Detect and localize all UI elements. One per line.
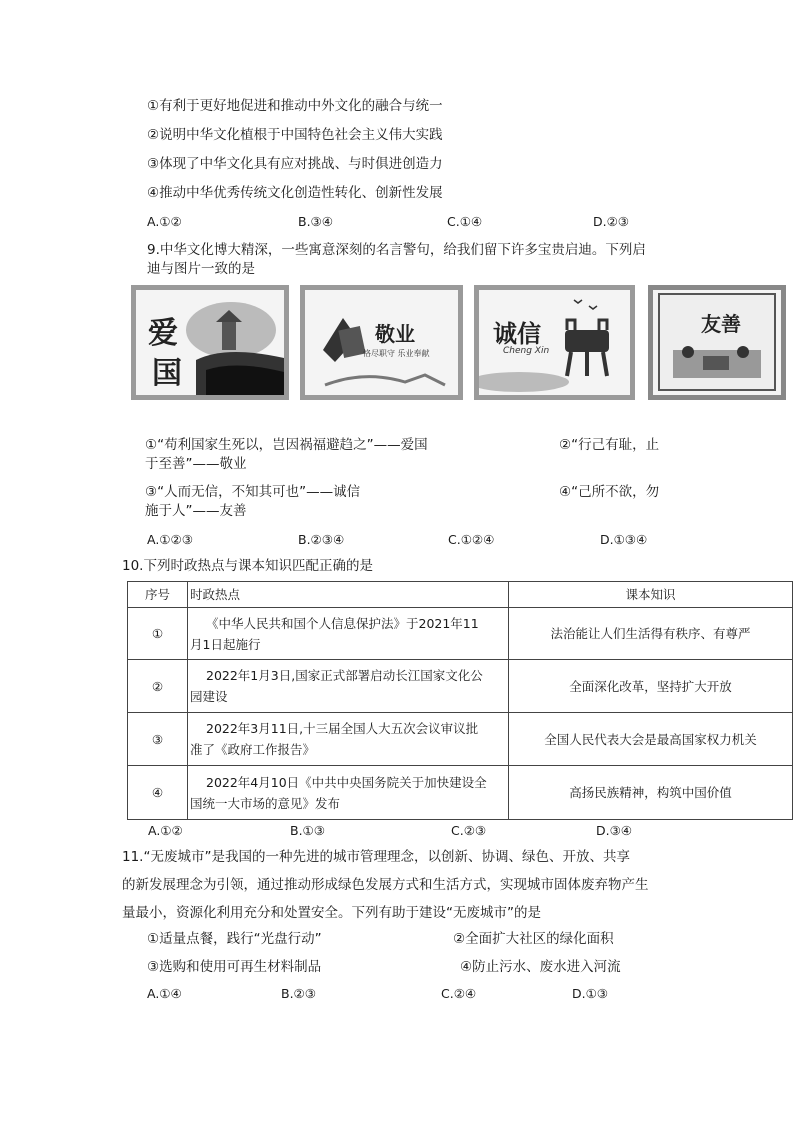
q8-statement-1: ①有利于更好地促进和推动中外文化的融合与统一 bbox=[147, 98, 443, 114]
row-event-line2: 月1日起施行 bbox=[190, 636, 261, 652]
q8-option-c: C.①④ bbox=[447, 214, 483, 229]
row-knowledge: 全国人民代表大会是最高国家权力机关 bbox=[509, 713, 793, 766]
row-no: ① bbox=[128, 608, 188, 660]
row-event bbox=[188, 660, 509, 713]
row-no: ③ bbox=[128, 713, 188, 766]
pic2-caption: 恪尽职守 乐业奉献 bbox=[363, 349, 430, 358]
pic1-char-1: 爱 bbox=[148, 316, 178, 351]
q10-table bbox=[127, 581, 793, 820]
table-row bbox=[128, 608, 793, 660]
row-event-line1: 《中华人民共和国个人信息保护法》于2021年11 bbox=[206, 615, 479, 631]
q8-statement-4: ④推动中华优秀传统文化创造性转化、创新性发展 bbox=[147, 185, 443, 201]
row-event-line1: 2022年1月3日,国家正式部署启动长江国家文化公 bbox=[206, 668, 483, 683]
pic4-title: 友善 bbox=[701, 312, 741, 336]
q11-stem-line1: 11.“无废城市”是我国的一种先进的城市管理理念，以创新、协调、绿色、开放、共享 bbox=[122, 849, 630, 865]
q10-option-c: C.②③ bbox=[451, 823, 487, 838]
q10-option-b: B.①③ bbox=[290, 823, 325, 838]
row-knowledge: 高扬民族精神，构筑中国价值 bbox=[509, 766, 793, 820]
table-row bbox=[128, 713, 793, 766]
q9-option-b: B.②③④ bbox=[298, 532, 345, 547]
q10-stem: 10.下列时政热点与课本知识匹配正确的是 bbox=[122, 558, 373, 574]
header-knowledge: 课本知识 bbox=[509, 582, 793, 608]
row-event-line2: 园建设 bbox=[190, 689, 228, 704]
pic3-title: 诚信 bbox=[493, 319, 541, 348]
q11-option-c: C.②④ bbox=[441, 986, 477, 1001]
pic1-char-2: 国 bbox=[152, 356, 182, 391]
row-no: ④ bbox=[128, 766, 188, 820]
picture-friendliness bbox=[648, 285, 786, 400]
q11-stem-line2: 的新发展理念为引领，通过推动形成绿色发展方式和生活方式，实现城市固体废弃物产生 bbox=[122, 877, 649, 893]
row-no: ② bbox=[128, 660, 188, 713]
q11-option-d: D.①③ bbox=[572, 986, 609, 1001]
q11-item-1: ①适量点餐，践行“光盘行动” bbox=[147, 931, 322, 947]
scroll-figures-illustration bbox=[653, 290, 781, 395]
q9-item-4a: ④“己所不欲，勿 bbox=[559, 484, 660, 500]
picture-patriotism bbox=[131, 285, 289, 400]
q11-option-b: B.②③ bbox=[281, 986, 316, 1001]
q11-stem-line3: 量最小，资源化利用充分和处置安全。下列有助于建设“无废城市”的是 bbox=[122, 905, 541, 921]
q9-option-d: D.①③④ bbox=[600, 532, 648, 547]
table-header-row bbox=[128, 582, 793, 608]
q10-option-d: D.③④ bbox=[596, 823, 633, 838]
table-row bbox=[128, 766, 793, 820]
pic3-caption: Cheng Xin bbox=[503, 346, 550, 356]
q9-item-2b: 于至善”——敬业 bbox=[145, 456, 247, 472]
row-event bbox=[188, 608, 509, 660]
q9-item-3: ③“人而无信，不知其可也”——诚信 bbox=[145, 484, 361, 500]
q9-stem-line1: 9.中华文化博大精深，一些寓意深刻的名言警句，给我们留下许多宝贵启迪。下列启 bbox=[147, 242, 646, 258]
q11-item-3: ③选购和使用可再生材料制品 bbox=[147, 959, 322, 975]
q11-item-4: ④防止污水、废水进入河流 bbox=[460, 959, 621, 975]
q9-option-a: A.①②③ bbox=[147, 532, 193, 547]
row-event-line2: 准了《政府工作报告》 bbox=[190, 742, 316, 757]
q8-statement-2: ②说明中华文化植根于中国特色社会主义伟大实践 bbox=[147, 127, 443, 143]
picture-dedication bbox=[300, 285, 463, 400]
picture-integrity bbox=[474, 285, 635, 400]
row-event bbox=[188, 713, 509, 766]
row-event-line1: 2022年4月10日《中共中央国务院关于加快建设全 bbox=[206, 774, 487, 790]
row-knowledge: 法治能让人们生活得有秩序、有尊严 bbox=[509, 608, 793, 660]
table-row bbox=[128, 660, 793, 713]
row-event-line2: 国统一大市场的意见》发布 bbox=[190, 795, 341, 811]
header-no: 序号 bbox=[128, 582, 188, 608]
q8-option-b: B.③④ bbox=[298, 214, 333, 229]
q9-stem-line2: 迪与图片一致的是 bbox=[147, 261, 255, 277]
q11-option-a: A.①④ bbox=[147, 986, 182, 1001]
header-event: 时政热点 bbox=[188, 582, 509, 608]
row-event-line1: 2022年3月11日,十三届全国人大五次会议审议批 bbox=[206, 721, 479, 736]
q11-item-2: ②全面扩大社区的绿化面积 bbox=[453, 931, 614, 947]
q10-option-a: A.①② bbox=[148, 823, 183, 838]
q8-option-d: D.②③ bbox=[593, 214, 630, 229]
q9-item-4b: 施于人”——友善 bbox=[145, 503, 247, 519]
q9-item-1: ①“苟利国家生死以，岂因祸福避趋之”——爱国 bbox=[145, 437, 428, 453]
row-event bbox=[188, 766, 509, 820]
q8-statement-3: ③体现了中华文化具有应对挑战、与时俱进创造力 bbox=[147, 156, 443, 172]
q9-item-2a: ②“行己有耻，止 bbox=[559, 437, 660, 453]
row-knowledge: 全面深化改革，坚持扩大开放 bbox=[509, 660, 793, 713]
pic2-title: 敬业 bbox=[375, 322, 415, 346]
q9-option-c: C.①②④ bbox=[448, 532, 495, 547]
q8-option-a: A.①② bbox=[147, 214, 182, 229]
